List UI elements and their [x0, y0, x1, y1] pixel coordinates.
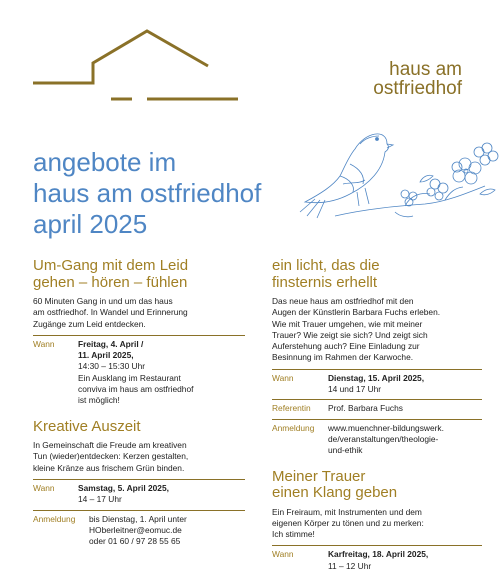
info-row-wann: [33, 339, 245, 407]
text-line: Ein Ausklang im Restaurant: [78, 372, 181, 383]
section-title-meiner-trauer: [272, 469, 482, 502]
section-description: [33, 296, 245, 330]
text-line: eigenen Körper zu tönen und zu merken:: [272, 517, 424, 528]
text-line: Das neue haus am ostfriedhof mit den: [272, 296, 414, 306]
section-title-line: gehen – hören – fühlen: [33, 273, 188, 291]
left-column: [33, 258, 245, 552]
date-bold: Dienstag, 15. April 2025,: [328, 372, 425, 383]
section-description: [33, 440, 245, 474]
date-bold: Samstag, 5. April 2025,: [78, 483, 169, 494]
text-line: Zugänge zum Leid entdecken.: [33, 318, 146, 329]
row-label: Anmeldung: [33, 513, 76, 524]
title-line3: april 2025: [33, 209, 148, 239]
text-line: de/veranstaltungen/theologie-: [328, 433, 439, 444]
divider: [272, 419, 482, 420]
brand-line2: ostfriedhof: [373, 78, 462, 99]
text-line: 14 – 17 Uhr: [78, 494, 122, 505]
divider: [33, 479, 245, 480]
row-value: [78, 339, 245, 407]
text-line: 14:30 – 15:30 Uhr: [78, 361, 146, 372]
text-line: Ein Freiraum, mit Instrumenten und dem: [272, 506, 422, 517]
row-value: [328, 549, 482, 572]
section-title-line: finsternis erhellt: [272, 273, 378, 291]
section-title-line: ein licht, das die: [272, 257, 380, 274]
row-value: [328, 373, 482, 396]
text-line: Trauer? Wie zeigt sie sich? Und zeigt sich: [272, 329, 428, 340]
text-line: Auferstehung auch? Eine Einladung zur: [272, 341, 420, 352]
text-line: bis Dienstag, 1. April unter: [89, 513, 187, 524]
email-link[interactable]: HOberleitner@eomuc.de: [89, 524, 182, 535]
divider: [272, 545, 482, 546]
phone-number: oder 01 60 / 97 28 55 65: [89, 536, 181, 547]
text-line: Augen der Künstlerin Barbara Fuchs erleben.: [272, 307, 441, 318]
text-line: am ostfriedhof. In Wandel und Erinnerung: [33, 307, 188, 318]
info-row-referentin: [272, 403, 482, 414]
info-row-wann: [272, 373, 482, 396]
registration-link[interactable]: [328, 423, 482, 457]
divider: [272, 369, 482, 370]
page-title: [33, 147, 261, 240]
text-line: 60 Minuten Gang in und um das haus: [33, 296, 173, 306]
text-line: www.muenchner-bildungswerk.: [328, 422, 444, 433]
text-line: Tun (wieder)entdecken: Kerzen gestalten,: [33, 451, 189, 462]
section-title-ein-licht: [272, 258, 482, 291]
row-label: Wann: [272, 372, 294, 383]
section-description: [272, 507, 482, 541]
info-row-wann: [272, 549, 482, 572]
row-label: Wann: [272, 549, 294, 560]
bird-on-branch-icon: [295, 124, 500, 234]
date-bold: Freitag, 4. April /: [78, 338, 144, 349]
date-bold: Karfreitag, 18. April 2025,: [328, 549, 429, 560]
info-row-wann: [33, 483, 245, 506]
text-line: ist möglich!: [78, 395, 120, 406]
text-line: 11 – 12 Uhr: [328, 560, 372, 571]
brand-name: [373, 60, 462, 98]
text-line: conviva im haus am ostfriedhof: [78, 384, 194, 395]
title-line1: angebote im: [33, 147, 177, 177]
row-label: Wann: [33, 483, 55, 494]
text-line: und-ethik: [328, 445, 363, 456]
section-title-um-gang: [33, 258, 245, 291]
section-title-line: einen Klang geben: [272, 484, 398, 502]
text-line: Besinnung im Rahmen der Karwoche.: [272, 352, 414, 363]
title-line2: haus am ostfriedhof: [33, 178, 262, 208]
info-row-anmeldung: [272, 423, 482, 457]
text-line: In Gemeinschaft die Freude am kreativen: [33, 440, 187, 451]
divider: [33, 335, 245, 336]
row-label: Anmeldung: [272, 422, 315, 433]
house-logo-icon: [0, 0, 260, 110]
section-title-line: Um-Gang mit dem Leid: [33, 257, 189, 274]
text-line: Wie mit Trauer umgehen, wie mit meiner: [272, 318, 423, 329]
info-row-anmeldung: [33, 514, 245, 548]
row-value: Prof. Barbara Fuchs: [328, 403, 403, 414]
row-value: [89, 514, 245, 548]
brand-line1: haus am: [389, 59, 462, 80]
text-line: Ich stimme!: [272, 529, 315, 540]
divider: [33, 510, 245, 511]
text-line: 14 und 17 Uhr: [328, 384, 382, 395]
section-description: [272, 296, 482, 364]
divider: [272, 399, 482, 400]
section-title-kreative-auszeit: Kreative Auszeit: [33, 417, 141, 435]
section-title-line: Meiner Trauer: [272, 467, 366, 485]
row-label: Referentin: [272, 403, 311, 414]
right-column: [272, 258, 482, 576]
row-value: [78, 483, 245, 506]
text-line: kleine Kränze aus frischem Grün binden.: [33, 462, 185, 473]
date-bold: 11. April 2025,: [78, 350, 134, 361]
row-label: Wann: [33, 338, 55, 349]
